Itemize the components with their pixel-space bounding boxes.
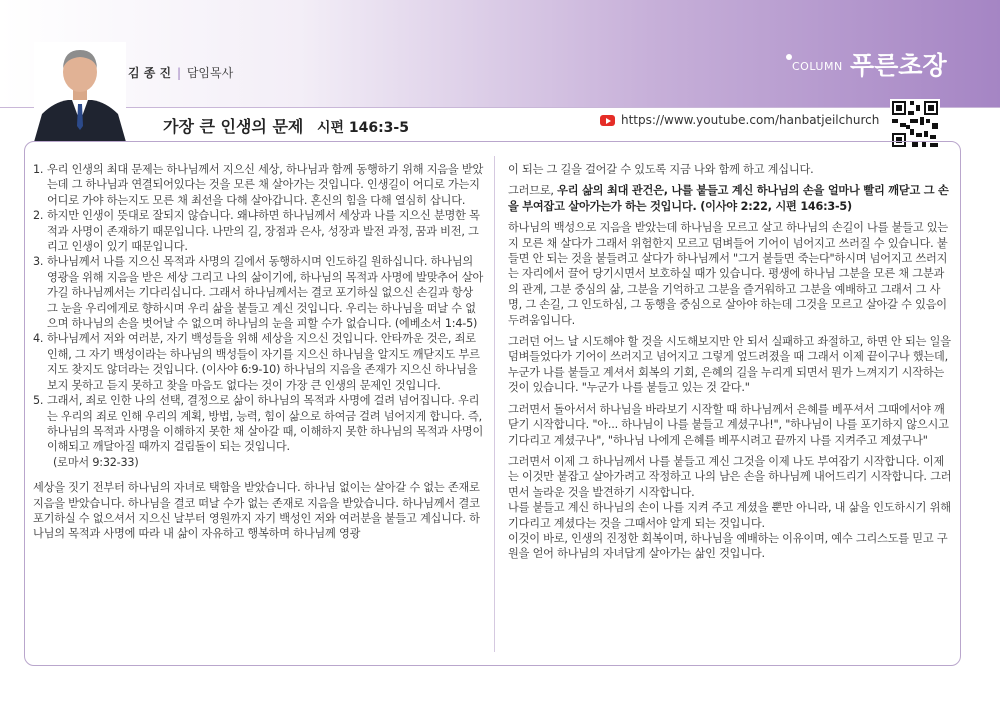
- key-statement: 우리 삶의 최대 관건은, 나를 붙들고 계신 하나님의 손을 얼마나 빨리 깨닫고 그 손을 부여잡고 살아가는가 하는 것입니다. (이사야 2:22, 시편 146:3-5): [508, 184, 949, 213]
- column-divider: [494, 156, 495, 652]
- paragraph: 하나님의 백성으로 지음을 받았는데 하나님을 모르고 살고 하나님의 손길이 나를 붙들고 있는지 모른 채 살다가 그래서 위험한지 모르고 덤벼들어 기어이 넘어지고 쓰러질 수 있습니다. 붙들면 안 되는 것을 붙들려고 살다가 하나님께서 "그거 붙들면 죽는다"하시며 넘어지고 쓰러지는 자리에서 끌어 당기시면서 보호하실 때가 있습니다. 평생에 하나님 그분을 모른 채 그분과의 관계, 그분 중심의 삶, 그분을 기억하고 그분을 즐거워하고 그분을 예배하고 그래서 그 사명, 그 손길, 그 인도하심, 그 동행을 중심으로 살아야 하는데 그것을 모르고 살아갈 수 있음이 두려움입니다.: [508, 221, 948, 327]
- author-role: 담임목사: [186, 66, 234, 80]
- youtube-icon: [600, 115, 615, 126]
- list-item: 2. 하지만 인생이 뜻대로 잘되지 않습니다. 왜냐하면 하나님께서 세상과 나를 지으신 분명한 목적과 사명이 존재하기 때문입니다. 나만의 길, 장점과 은사, 성장과 발전 과정, 꿈과 비전, 그리고 인생이 있기 때문입니다.: [33, 209, 480, 254]
- paragraph: 그러면서 돌아서서 하나님을 바라보기 시작할 때 하나님께서 은혜를 베푸셔서 그때에서야 깨닫기 시작합니다. "아... 하나님이 나를 붙들고 계셨구나!", "하나님이 나를 포기하지 않으시고 기다리고 계셨구나", "하나님 나에게 은혜를 베푸시려고 끝까지 나를 지켜주고 계셨구나": [508, 402, 949, 447]
- youtube-link[interactable]: [600, 113, 879, 127]
- paragraph: 이 되는 그 길을 걸어갈 수 있도록 지금 나와 함께 하고 계십니다.: [508, 163, 814, 176]
- list-item: 5. 그래서, 죄로 인한 나의 선택, 결정으로 삶이 하나님의 목적과 사명에 걸려 넘어집니다. 우리는 우리의 죄로 인해 우리의 계획, 방법, 능력, 힘이 삶으로 하여금 걸려 넘어지게 합니다. 즉, 하나님의 목적과 사명을 이해하지 못한 채 살아갈 때, 이해하지 못한 하나님의 목적과 사명이 이해되고 깨달아질 때까지 걸림돌이 되는 것입니다.: [33, 394, 484, 454]
- list-item: 3. 하나님께서 나를 지으신 목적과 사명의 길에서 동행하시며 인도하길 원하십니다. 하나님의 영광을 위해 지음을 받은 세상 그리고 나의 삶이기에, 하나님의 목적과 사명에 발맞추어 살아가길 하나님께서는 기다리십니다. 그래서 하나님께서는 결코 포기하실 없으신 손길과 항상 그 눈을 우리에게로 향하시며 우리 삶을 붙들고 계신 것입니다. 우리는 하나님을 떠날 수 없으며 하나님의 손을 벗어날 수 없으며 하나님의 눈을 피할 수가 없습니다. (에베소서 1:4-5): [33, 255, 484, 331]
- column-name: 푸른초장: [850, 51, 947, 80]
- list-item: 1. 우리 인생의 최대 문제는 하나님께서 지으신 세상, 하나님과 함께 동행하기 위해 지음을 받았는데 그 하나님과 연결되어있다는 것을 모른 채 살아가는 것입니다. 인생길이 어디로 가는지 어디로 가야 하는지도 모른 채 최선을 다해 살아갑니다. 혼신의 힘을 다해 열심히 삽니다.: [33, 163, 484, 207]
- pastor-photo: [34, 42, 126, 142]
- paragraph: 그러던 어느 날 시도해야 할 것을 시도해보지만 안 되서 실패하고 좌절하고, 하면 안 되는 일을 덤벼들었다가 기어이 쓰러지고 넘어지고 그렇게 엎드려졌을 때 그래서 이제 끝이구나 했는데, 누군가 나를 붙들고 계셔서 회복의 기회, 은혜의 길을 누리게 되면서 뭔가 느껴지기 시작하는 것이 있습니다. "누군가 나를 붙들고 있는 것 같다.": [508, 335, 951, 395]
- right-column: [508, 162, 953, 562]
- left-column: [33, 162, 485, 542]
- sermon-scripture: 시편 146:3-5: [316, 120, 409, 136]
- closing-paragraph: 세상을 짓기 전부터 하나님의 자녀로 택함을 받았습니다. 하나님 없이는 살아갈 수 없는 존재로 지음을 받았습니다. 하나님을 결코 떠날 수가 없는 존재로 지음을 받았습니다. 하나님께서 결코 포기하실 수 없으셔서 지으신 날부터 영원까지 자기 백성인 저와 여러분을 붙들고 계십니다. 하나님의 목적과 사명에 따라 내 삶이 자유하고 행복하며 하나님께 영광: [33, 481, 480, 541]
- youtube-url[interactable]: https://www.youtube.com/hanbatjeilchurch: [621, 113, 880, 127]
- paragraph: 나를 붙들고 계신 하나님의 손이 나를 지켜 주고 계셨을 뿐만 아니라, 내 삶을 인도하시기 위해 기다리고 계셨다는 것을 그때서야 알게 되는 것입니다.: [508, 501, 951, 530]
- sermon-title-row: [163, 114, 409, 137]
- paragraph: 그러면서 이제 그 하나님께서 나를 붙들고 계신 그것을 이제 나도 부여잡기 시작합니다. 이제는 이것만 붙잡고 살아가려고 작정하고 나의 남은 손을 하나님께 내어드리기 시작합니다. 그러면서 놀라운 것을 발견하기 시작합니다.: [508, 454, 952, 499]
- key-paragraph: 그러므로, 우리 삶의 최대 관건은, 나를 붙들고 계신 하나님의 손을 얼마나 빨리 깨닫고 그 손을 부여잡고 살아가는가 하는 것입니다. (이사야 2:22, 시편 146:3-5): [508, 184, 949, 213]
- list-item: 4. 하나님께서 저와 여러분, 자기 백성들을 위해 세상을 지으신 것입니다. 안타까운 것은, 죄로 인해, 그 자기 백성이라는 하나님의 백성들이 자기를 지으신 하나님을 알지도 깨닫지도 부르지도 찾지도 않더라는 것입니다. (이사야 6:9-10) 하나님의 지음을 존재가 지으신 하나님을 보지 못하고 듣지 못하고 찾을 마음도 없다는 것이 가장 큰 인생의 문제인 것입니다.: [33, 332, 480, 392]
- sermon-title: 가장 큰 인생의 문제: [163, 117, 304, 136]
- author-byline: [128, 64, 233, 81]
- author-separator: |: [176, 66, 182, 80]
- list-item-reference: (로마서 9:32-33): [53, 455, 139, 469]
- paragraph: 이것이 바로, 인생의 진정한 회복이며, 하나님을 예배하는 이유이며, 예수 그리스도를 믿고 구원을 얻어 하나님의 자녀답게 살아가는 삶인 것입니다.: [508, 531, 948, 561]
- author-name: 김 종 진: [128, 66, 172, 80]
- column-tag: COLUMN: [792, 60, 843, 73]
